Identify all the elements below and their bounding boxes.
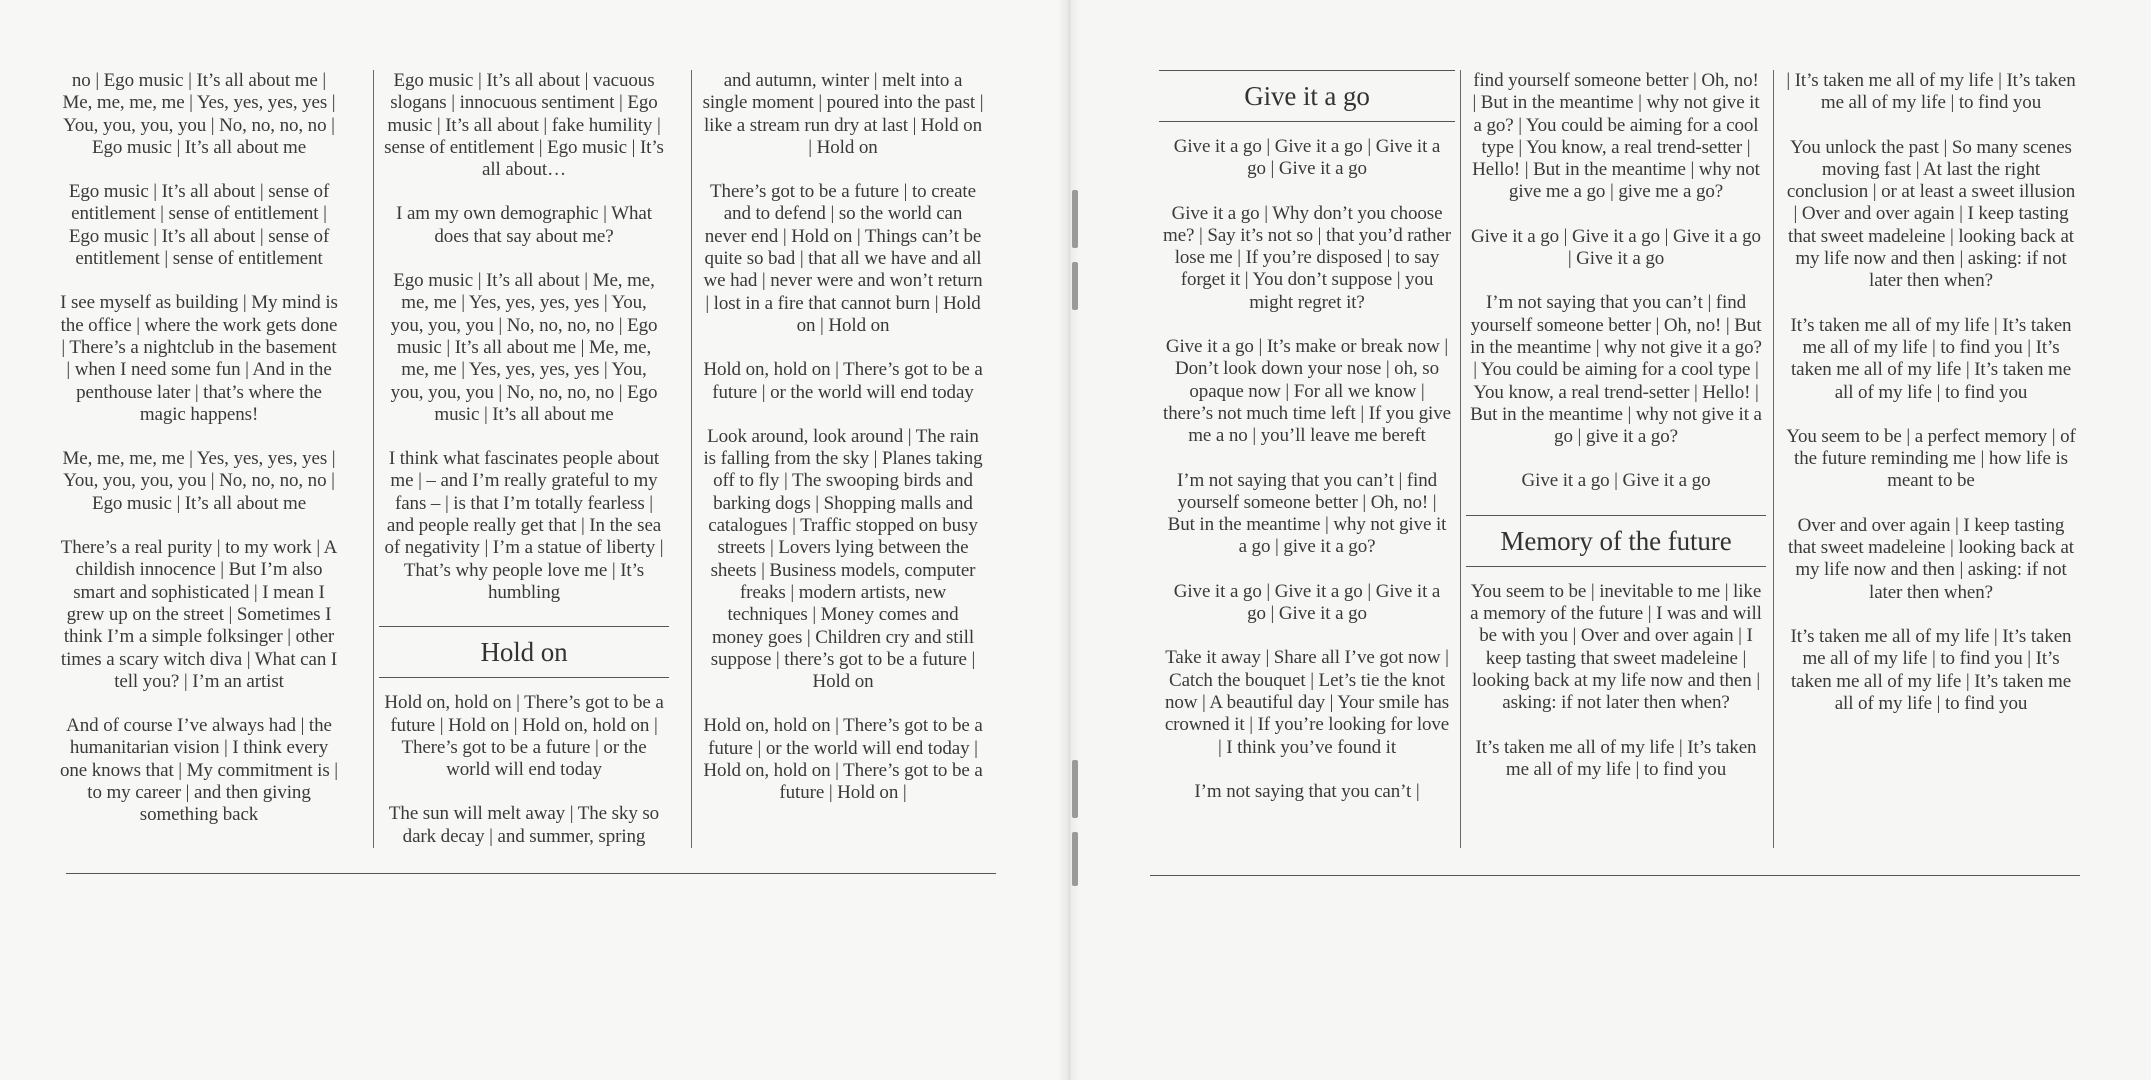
verse: Give it a go | It’s make or break now | Don’t look down your nose | oh, so opaque now | For all we know | there’s not much time left | If you give me a no | you’ll leave me bereft [1163,336,1451,447]
booklet-spine [1058,0,1080,1080]
verse: and autumn, winter | melt into a single moment | poured into the past | like a stream run dry at last | Hold on | Hold on [702,70,984,158]
verse: Ego music | It’s all about | Me, me, me, me | Yes, yes, yes, yes | You, you, you, you | No, no, no, no | Ego music | It’s all about me | Me, me, me, me | Yes, yes, yes, yes | You, you, you, you | No, no, no, no | Ego music | It’s all about me [390,270,658,425]
column-divider [1773,70,1774,848]
verse: I think what fascinates people about me | – and I’m really grateful to my fans – | is that I’m totally fearless | and people really get that | In the sea of negativity | I’m a statue of liberty | That’s why people love me | It’s humbling [384,448,664,603]
verse: Me, me, me, me | Yes, yes, yes, yes | You, you, you, you | No, no, no, no | Ego music | It’s all about me [62,448,336,514]
column-divider [691,70,692,848]
column-divider [1460,70,1461,848]
verse: The sun will melt away | The sky so dark decay | and summer, spring [388,803,660,847]
verse: Give it a go | Why don’t you choose me? | Say it’s not so | that you’d rather lose me | If you’re disposed | to say forget it | You don’t suppose | you might regret it? [1163,202,1451,313]
verse: You seem to be | inevitable to me | like a memory of the future | I was and will be with you | Over and over again | I keep tasting that sweet madeleine | looking back at my life now and then | asking: if not later then when? [1470,580,1762,714]
verse: It’s taken me all of my life | It’s taken me all of my life | to find you | It’s taken me all of my life | It’s taken me all of my life | to find you [1790,314,2072,403]
verse: Look around, look around | The rain is falling from the sky | Planes taking off to fly | The swooping birds and barking dogs | Shopping malls and catalogues | Traffic stopped on busy streets | Lovers lying between the sheets | Business models, computer freaks | modern artists, new techniques | Money comes and money goes | Children cry and still suppose | there’s got to be a future | Hold on [703,425,983,693]
verse: Ego music | It’s all about | sense of entitlement | sense of entitlement | Ego music | It’s all about | sense of entitlement | sense of entitlement [68,181,330,270]
staple-top [1072,190,1078,248]
page-bottom-rule [66,873,996,874]
verse: Ego music | It’s all about | vacuous slogans | innocuous sentiment | Ego music | It’s all about | fake humility | sense of entitlement | Ego music | It’s all about… [384,70,664,181]
verse: no | Ego music | It’s all about me | Me, me, me, me | Yes, yes, yes, yes | You, you, you, you | No, no, no, no | Ego music | It’s all about me [62,70,336,158]
verse: find yourself someone better | Oh, no! | But in the meantime | why not give it a go? | You could be aiming for a cool type | You know, a real trend-setter | Hello! | But in the meantime | why not give me a go | give me a go? [1472,70,1760,203]
verse: I see myself as building | My mind is the office | where the work gets done | There’s a nightclub in the basement | when I need some fun | And in the penthouse later | that’s where the magic happens! [60,292,338,425]
lyrics-column-6 [1785,70,2077,715]
verse: You unlock the past | So many scenes moving fast | At last the right conclusion | or at least a sweet illusion | Over and over again | I keep tasting that sweet madeleine | looking back at my life now and then | asking: if not later then when? [1786,136,2076,292]
verse: Hold on, hold on | There’s got to be a future | Hold on | Hold on, hold on | There’s got to be a future | or the world will end today [384,692,664,781]
verse: It’s taken me all of my life | It’s taken me all of my life | to find you [1475,736,1757,780]
verse: You seem to be | a perfect memory | of the future reminding me | how life is meant to be [1786,425,2076,492]
verse: | It’s taken me all of my life | It’s taken me all of my life | to find you [1786,70,2076,114]
verse: Hold on, hold on | There’s got to be a future | or the world will end today | Hold on, hold on | There’s got to be a future | Hold on | [703,715,983,804]
lyrics-column-4 [1163,70,1451,803]
verse: There’s a real purity | to my work | A childish innocence | But I’m also smart and sophisticated | I mean I grew up on the street | Sometimes I think I’m a simple folksinger | other times a scary witch diva | What can I tell you? | I’m an artist [60,537,338,692]
verse: Hold on, hold on | There’s got to be a future | or the world will end today [703,359,983,403]
staple-lower-mid [1072,760,1078,818]
verse: I’m not saying that you can’t | find yourself someone better | Oh, no! | But in the meantime | why not give it a go | give it a go? [1167,469,1447,558]
verse: Over and over again | I keep tasting that sweet madeleine | looking back at my life now and then | asking: if not later then when? [1788,514,2074,603]
verse: I’m not saying that you can’t | [1194,780,1420,802]
song-title-hold-on: Hold on [379,626,669,678]
verse: I’m not saying that you can’t | find yourself someone better | Oh, no! | But in the meantime | why not give it a go? | You could be aiming for a cool type | You know, a real trend-setter | Hello! | But in the meantime | why not give it a go | give it a go? [1470,292,1762,448]
lyrics-column-1 [58,70,340,827]
verse: It’s taken me all of my life | It’s taken me all of my life | to find you | It’s taken me all of my life | It’s taken me all of my life | to find you [1790,625,2072,714]
verse: Give it a go | Give it a go | Give it a go | Give it a go [1173,136,1441,180]
verse: Give it a go | Give it a go [1521,470,1711,492]
verse: Take it away | Share all I’ve got now | Catch the bouquet | Let’s tie the knot now | A beautiful day | Your smile has crowned it | If you’re looking for love | I think you’ve found it [1164,647,1450,758]
verse: I am my own demographic | What does that say about me? [396,203,652,247]
verse: Give it a go | Give it a go | Give it a go | Give it a go [1471,225,1761,270]
verse: There’s got to be a future | to create and to defend | so the world can never end | Hold on | Things can’t be quite so bad | that all we have and all we had | never were and won’t return | lost in a fire that cannot burn | Hold on | Hold on [703,181,983,336]
verse: Give it a go | Give it a go | Give it a go | Give it a go [1173,580,1441,625]
lyrics-column-5 [1470,70,1762,781]
page-bottom-rule [1150,875,2080,876]
lyrics-column-3 [702,70,984,805]
staple-upper-mid [1072,262,1078,310]
staple-bottom [1072,832,1078,886]
song-title-memory-of-the-future: Memory of the future [1466,515,1766,567]
column-divider [373,70,374,848]
verse: And of course I’ve always had | the humanitarian vision | I think every one knows that | My commitment is | to my career | and then giving something back [59,715,338,826]
song-title-give-it-a-go: Give it a go [1159,70,1455,122]
lyrics-column-2 [383,70,665,848]
